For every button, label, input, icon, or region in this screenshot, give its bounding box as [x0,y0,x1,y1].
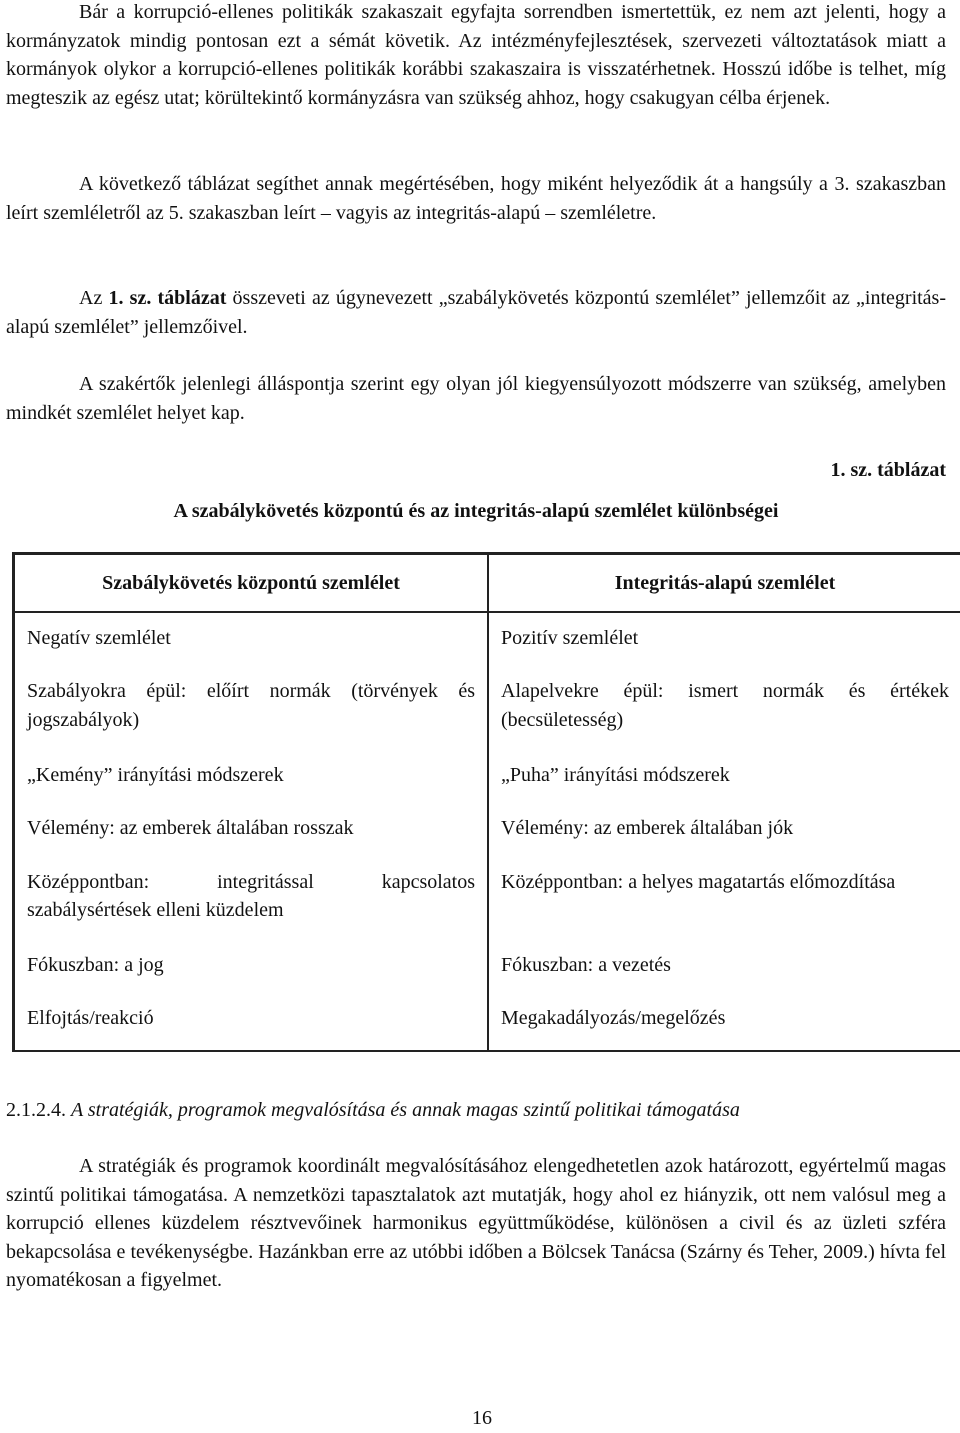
table-label: 1. sz. táblázat [830,459,946,481]
table-row [14,613,960,666]
table-row [14,803,960,856]
table-cell: Fókuszban: a jog [14,940,488,993]
table-cell: Vélemény: az emberek általában rosszak [14,803,488,856]
table-cell: „Puha” irányítási módszerek [488,750,960,803]
table-row [14,940,960,993]
table-cell: Negatív szemlélet [14,613,488,666]
paragraph-political-support: A stratégiák és programok koordinált megvalósításához elengedhetetlen azok határozott, egyértelmű magas szintű politikai támogatása. A nemzetközi tapasztalatok azt mutatják, hogy ahol ez hiányzik, ott nem valósul meg a korrupció ellenes küzdelem résztvevőinek harmonikus együttműködése, különösen a civil és az üzleti szféra bekapcsolása e tevékenységbe. Hazánkban erre az utóbbi időben a Bölcsek Tanácsa (Szárny és Teher, 2009.) hívta fel nyomatékosan a figyelmet. [6,1155,946,1291]
comparison-table [12,552,960,1052]
paragraph-table-reference [6,284,946,341]
table-row [14,750,960,803]
paragraph-expert-opinion: A szakértők jelenlegi álláspontja szerint egy olyan jól kiegyensúlyozott módszerre van szükség, amelyben mindkét szemlélet helyet kap. [6,373,946,424]
page-number: 16 [472,1407,492,1429]
paragraph-policy-stages: Bár a korrupció-ellenes politikák szakaszait egyfajta sorrendben ismertettük, ez nem azt jelenti, hogy a kormányzatok mindig pontosan ezt a sémát követik. Az intézményfejlesztések, szervezeti változtatások miatt a kormányok olykor a korrupció-ellenes politikák korábbi szakaszaira is visszatérhetnek. Hosszú időbe is telhet, míg megteszik az egész utat; körültekintő kormányzásra van szükség ahhoz, hogy csakugyan célba érjenek. [6,1,946,109]
section-heading [6,1096,740,1125]
column-header: Szabálykövetés központú szemlélet [14,554,488,613]
section-title: A stratégiák, programok megvalósítása és annak magas szintű politikai támogatása [71,1099,740,1121]
section-number: 2.1.2.4. [6,1099,66,1121]
table-cell: Fókuszban: a vezetés [488,940,960,993]
paragraph-table-intro: A következő táblázat segíthet annak megértésében, hogy miként helyeződik át a hangsúly a 3. szakaszban leírt szemléletről az 5. szakaszban leírt – vagyis az integritás-alapú – szemléletre. [6,173,946,224]
table-cell: Középpontban: a helyes magatartás előmozdítása [488,857,960,940]
table-cell: Megakadályozás/megelőzés [488,993,960,1050]
table-cell: „Kemény” irányítási módszerek [14,750,488,803]
paragraph-text: összeveti az úgynevezett „szabálykövetés központú szemlélet” jellemzőit az „integritás-alapú szemlélet” jellemzőivel. [6,287,947,338]
table-row [14,993,960,1050]
table-cell: Szabályokra épül: előírt normák (törvények és jogszabályok) [14,666,488,749]
table-title: A szabálykövetés központú és az integritás-alapú szemlélet különbségei [173,500,779,522]
table-row [14,666,960,749]
table-cell: Középpontban: integritással kapcsolatos szabálysértések elleni küzdelem [14,857,488,940]
column-header: Integritás-alapú szemlélet [488,554,960,613]
table-cell: Pozitív szemlélet [488,613,960,666]
table-row [14,857,960,940]
table-cell: Alapelvekre épül: ismert normák és értékek (becsületesség) [488,666,960,749]
table-header-row [14,554,960,613]
table-reference: 1. sz. táblázat [108,287,227,309]
table-cell: Vélemény: az emberek általában jók [488,803,960,856]
table-cell: Elfojtás/reakció [14,993,488,1050]
paragraph-text: Az [79,287,109,309]
